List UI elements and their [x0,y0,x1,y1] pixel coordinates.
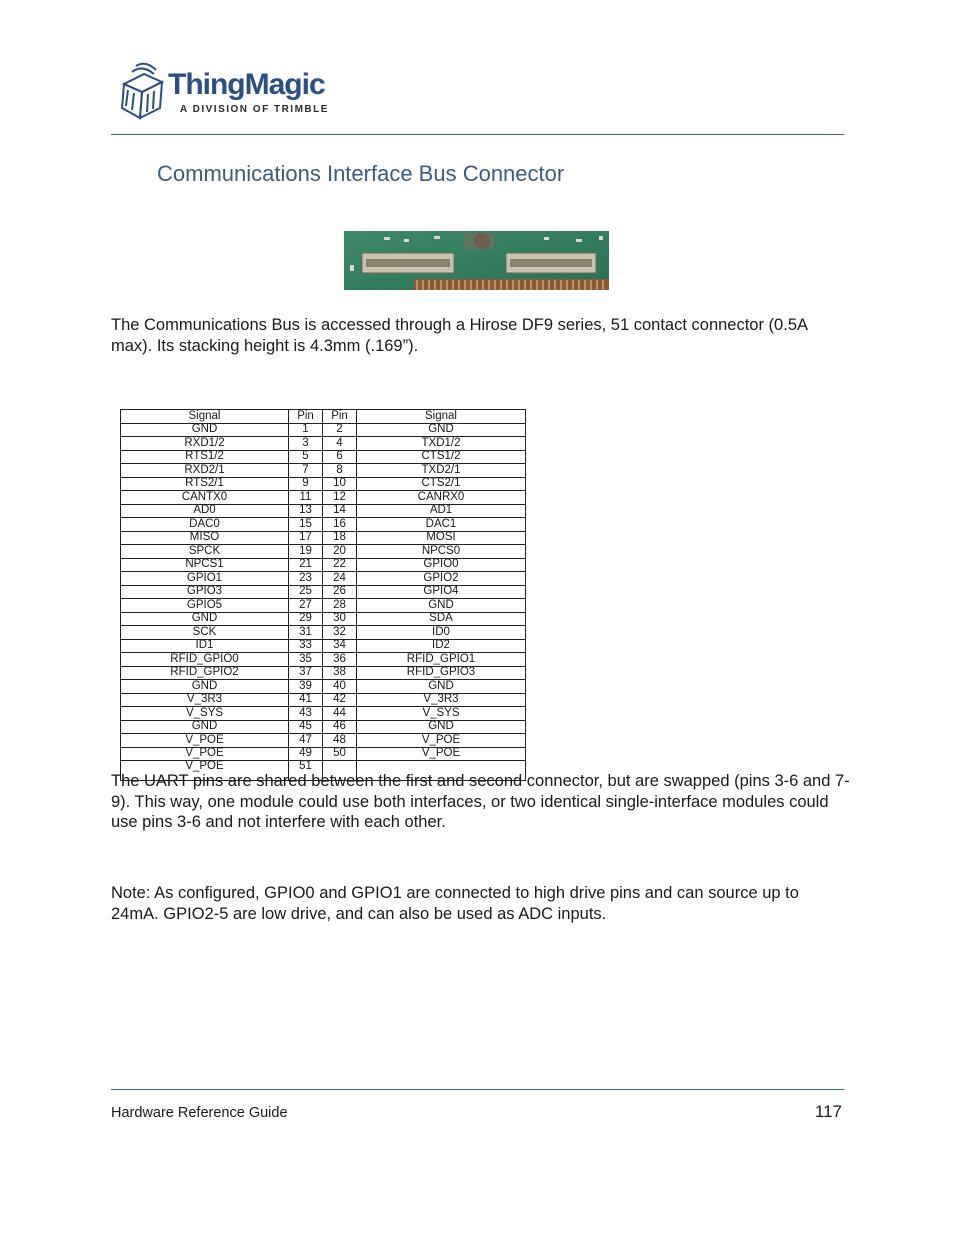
cell-pin-left: 39 [289,680,323,694]
table-row [121,720,526,734]
cell-pin-left: 1 [289,423,323,437]
cell-signal-left: GND [121,680,289,694]
cell-pin-left: 17 [289,531,323,545]
cell-signal-right: GND [357,423,526,437]
cell-pin-right: 4 [323,437,357,451]
cell-pin-left: 23 [289,572,323,586]
cell-pin-left: 41 [289,693,323,707]
cell-signal-right: GND [357,599,526,613]
cell-pin-left: 49 [289,747,323,761]
cell-pin-right: 38 [323,666,357,680]
header-signal-right: Signal [357,410,526,424]
cell-pin-right: 40 [323,680,357,694]
cell-signal-right: DAC1 [357,518,526,532]
footer-divider [111,1089,844,1090]
table-row [121,572,526,586]
cell-signal-left: GPIO1 [121,572,289,586]
cell-signal-right: RFID_GPIO3 [357,666,526,680]
table-row [121,639,526,653]
cell-pin-right: 32 [323,626,357,640]
cell-signal-left: RXD1/2 [121,437,289,451]
cell-pin-left: 5 [289,450,323,464]
cell-signal-left: GND [121,612,289,626]
cell-pin-left: 11 [289,491,323,505]
table-row [121,585,526,599]
header-divider [111,134,844,135]
header-pin-right: Pin [323,410,357,424]
cell-pin-right: 26 [323,585,357,599]
cell-pin-left: 13 [289,504,323,518]
cell-signal-right: SDA [357,612,526,626]
thingmagic-logo [118,62,338,124]
cell-signal-right: GPIO2 [357,572,526,586]
cell-signal-left: RXD2/1 [121,464,289,478]
cell-signal-left: RFID_GPIO2 [121,666,289,680]
cell-pin-left: 31 [289,626,323,640]
cell-pin-left: 27 [289,599,323,613]
table-row [121,707,526,721]
cell-signal-right: CANRX0 [357,491,526,505]
table-row [121,558,526,572]
cell-pin-right: 44 [323,707,357,721]
cell-signal-right: ID0 [357,626,526,640]
table-row [121,693,526,707]
intro-paragraph: The Communications Bus is accessed through a Hirose DF9 series, 51 contact connector (0.5A max). Its stacking height is 4.3mm (.169”). [111,316,808,355]
table-row [121,747,526,761]
cell-pin-right: 10 [323,477,357,491]
connector-board-photo [344,231,609,290]
cell-signal-right: GND [357,720,526,734]
table-row [121,450,526,464]
table-row [121,423,526,437]
cell-pin-left: 3 [289,437,323,451]
cell-pin-right: 14 [323,504,357,518]
table-row [121,531,526,545]
cell-pin-right: 30 [323,612,357,626]
cell-signal-left: CANTX0 [121,491,289,505]
cell-signal-right: ID2 [357,639,526,653]
cell-pin-right: 24 [323,572,357,586]
cell-signal-left: RTS1/2 [121,450,289,464]
uart-paragraph: The UART pins are shared between the first and second connector, but are swapped (pins 3-6 and 7-9). This way, one module could use both interfaces, or two identical single-interface modules could use pins 3-6 and not interfere with each other. [111,772,850,831]
page-number: 117 [814,1102,842,1121]
cell-pin-left: 7 [289,464,323,478]
cell-signal-left: GPIO5 [121,599,289,613]
cell-signal-left: DAC0 [121,518,289,532]
table-row [121,680,526,694]
cell-signal-left: NPCS1 [121,558,289,572]
pin-table-body [121,410,526,781]
table-row [121,653,526,667]
cell-pin-right: 34 [323,639,357,653]
cell-pin-right: 6 [323,450,357,464]
cell-signal-right: V_3R3 [357,693,526,707]
table-row [121,437,526,451]
cell-signal-left: V_SYS [121,707,289,721]
cell-signal-left: GND [121,720,289,734]
table-row [121,464,526,478]
cell-signal-left: V_POE [121,734,289,748]
cell-signal-right: NPCS0 [357,545,526,559]
cell-signal-right: TXD1/2 [357,437,526,451]
cube-logo-icon [118,62,168,122]
cell-signal-right: GPIO0 [357,558,526,572]
cell-pin-left: 33 [289,639,323,653]
header-signal-left: Signal [121,410,289,424]
cell-signal-left: V_POE [121,747,289,761]
brand-tagline: A DIVISION OF TRIMBLE [180,104,329,115]
cell-signal-left: V_3R3 [121,693,289,707]
cell-pin-left: 51 [289,761,323,781]
cell-signal-left: RFID_GPIO0 [121,653,289,667]
table-row [121,599,526,613]
cell-pin-right: 2 [323,423,357,437]
cell-pin-left: 25 [289,585,323,599]
table-row [121,518,526,532]
cell-signal-left: GND [121,423,289,437]
cell-pin-right: 12 [323,491,357,505]
note-paragraph: Note: As configured, GPIO0 and GPIO1 are connected to high drive pins and can source up to 24mA. GPIO2-5 are low drive, and can also be used as ADC inputs. [111,884,799,923]
cell-signal-right: V_SYS [357,707,526,721]
table-row [121,545,526,559]
cell-pin-right: 48 [323,734,357,748]
cell-pin-right: 46 [323,720,357,734]
brand-name: ThingMagic [168,68,325,101]
cell-signal-left: RTS2/1 [121,477,289,491]
table-header-row [121,410,526,424]
cell-signal-right: CTS1/2 [357,450,526,464]
cell-signal-right: V_POE [357,747,526,761]
cell-pin-left: 45 [289,720,323,734]
cell-pin-right: 18 [323,531,357,545]
cell-pin-left: 35 [289,653,323,667]
cell-pin-right: 28 [323,599,357,613]
cell-pin-left: 21 [289,558,323,572]
table-row [121,612,526,626]
cell-signal-left: GPIO3 [121,585,289,599]
cell-signal-right: V_POE [357,734,526,748]
section-title: Communications Interface Bus Connector [157,161,565,186]
cell-signal-left: AD0 [121,504,289,518]
cell-signal-left: V_POE [121,761,289,781]
table-row [121,666,526,680]
cell-pin-left: 37 [289,666,323,680]
cell-signal-right: RFID_GPIO1 [357,653,526,667]
cell-signal-right: GND [357,680,526,694]
cell-signal-right: TXD2/1 [357,464,526,478]
cell-pin-left: 47 [289,734,323,748]
guide-name: Hardware Reference Guide [111,1105,288,1121]
cell-pin-right: 16 [323,518,357,532]
table-row [121,504,526,518]
cell-pin-right: 42 [323,693,357,707]
table-row [121,491,526,505]
cell-pin-right: 22 [323,558,357,572]
cell-signal-right: CTS2/1 [357,477,526,491]
cell-pin-right: 36 [323,653,357,667]
cell-signal-left: SCK [121,626,289,640]
cell-pin-left: 15 [289,518,323,532]
cell-signal-left: SPCK [121,545,289,559]
cell-pin-left: 19 [289,545,323,559]
header-pin-left: Pin [289,410,323,424]
cell-pin-right: 8 [323,464,357,478]
table-row [121,477,526,491]
table-row [121,626,526,640]
cell-pin-left: 29 [289,612,323,626]
cell-pin-right: 20 [323,545,357,559]
cell-signal-left: MISO [121,531,289,545]
pin-assignment-table [120,409,526,781]
cell-pin-left: 9 [289,477,323,491]
cell-signal-right: AD1 [357,504,526,518]
cell-pin-left: 43 [289,707,323,721]
cell-signal-left: ID1 [121,639,289,653]
cell-signal-right: MOSI [357,531,526,545]
cell-pin-right: 50 [323,747,357,761]
cell-signal-right: GPIO4 [357,585,526,599]
table-row [121,734,526,748]
